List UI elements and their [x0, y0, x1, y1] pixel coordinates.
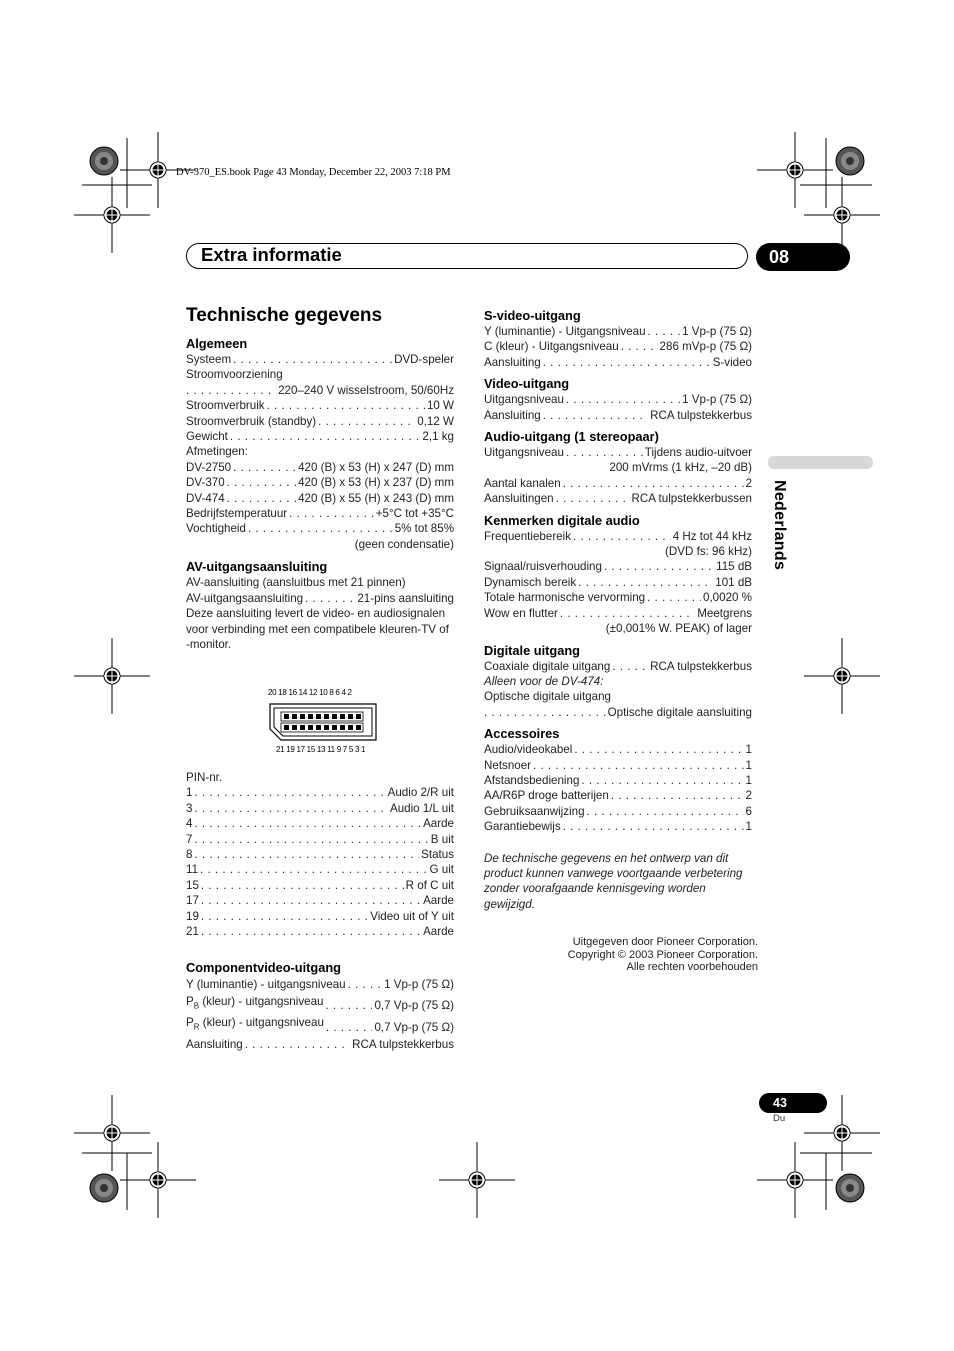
spec-note: (±0,001% W. PEAK) of lager: [605, 622, 752, 636]
spec-row: Frequentiebereik . . . 4 Hz tot 44 kHz: [484, 529, 752, 544]
spec-row: Aansluiting . . . RCA tulpstekkerbus: [186, 1036, 454, 1053]
copyright-line: Copyright © 2003 Pioneer Corporation.: [567, 948, 758, 961]
registration-star-icon: [90, 147, 118, 175]
spec-row: . . . Optische digitale aansluiting: [484, 705, 752, 720]
disclaimer-note: De technische gegevens en het ontwerp van dit product kunnen vanwege voortgaande verbetering zonder voorafgaande kennisgeving worden gewijzigd.: [484, 851, 743, 911]
pin-row: 21 . . . Aarde: [186, 924, 454, 939]
accessory-row: Netsnoer . . . 1: [484, 758, 752, 773]
accessory-row: AA/R6P droge batterijen . . . 2: [484, 788, 752, 803]
pin-row: 3 . . . Audio 1/L uit: [186, 801, 454, 816]
spec-row: DV-370 . . . 420 (B) x 53 (H) x 237 (D) mm: [186, 475, 454, 490]
spec-label: Optische digitale uitgang: [484, 690, 611, 704]
spec-row: Totale harmonische vervorming . . . 0,0020 %: [484, 590, 752, 605]
spec-row: Bedrijfstemperatuur . . . +5°C tot +35°C: [186, 506, 454, 521]
section-component-video: [186, 960, 454, 1053]
pin-row: 4 . . . Aarde: [186, 816, 454, 831]
spec-row: Uitgangsniveau . . . Tijdens audio-uitvoer: [484, 445, 752, 460]
spec-label: Afmetingen:: [186, 445, 248, 459]
spec-row: Signaal/ruisverhouding . . . 115 dB: [484, 559, 752, 574]
connector-bottom-pins: 21 19 17 15 13 11 9 7 5 3 1: [276, 745, 366, 754]
section-title: S-video-uitgang: [484, 308, 581, 323]
page-title: Technische gegevens: [186, 305, 383, 326]
pin-row: 19 . . . Video uit of Y uit: [186, 909, 454, 924]
spec-row: Wow en flutter . . . Meetgrens: [484, 606, 752, 621]
spec-row: Stroomverbruik (standby) . . . 0,12 W: [186, 414, 454, 429]
pin-row: 7 . . . B uit: [186, 832, 454, 847]
spec-row: AV-uitgangsaansluiting . . . 21-pins aansluiting: [186, 591, 454, 606]
accessory-row: Audio/videokabel . . . 1: [484, 742, 752, 757]
pin-row: 1 . . . Audio 2/R uit: [186, 785, 454, 800]
spec-row: Y (luminantie) - uitgangsniveau . . . 1 Vp-p (75 Ω): [186, 976, 454, 993]
spec-row: C (kleur) - Uitgangsniveau . . . 286 mVp-p (75 Ω): [484, 339, 752, 354]
accessory-row: Garantiebewijs . . . 1: [484, 819, 752, 834]
spec-note: 200 mVrms (1 kHz, –20 dB): [609, 461, 752, 475]
spec-note: (DVD fs: 96 kHz): [665, 545, 752, 559]
section-title: Componentvideo-uitgang: [186, 960, 341, 975]
spec-row: DV-474 . . . 420 (B) x 55 (H) x 243 (D) mm: [186, 491, 454, 506]
section-title: Audio-uitgang (1 stereopaar): [484, 429, 659, 445]
book-info-line: DV-370_ES.book Page 43 Monday, December 22, 2003 7:18 PM: [176, 167, 451, 178]
spec-row: Aantal kanalen . . . 2: [484, 476, 752, 491]
scart-connector-diagram: [269, 703, 377, 741]
spec-note: (geen condensatie): [354, 537, 454, 551]
spec-row: Gewicht . . . 2,1 kg: [186, 429, 454, 444]
pin-list: [186, 770, 454, 939]
spec-row: Aansluiting . . . S-video: [484, 355, 752, 370]
language-tab: [768, 456, 873, 469]
pin-row: 8 . . . Status: [186, 847, 454, 862]
page-number: 43: [759, 1093, 827, 1113]
av-description: Deze aansluiting levert de video- en audiosignalen voor verbinding met een compatibele kleuren-TV of -monitor.: [186, 607, 449, 651]
publisher-line: Uitgegeven door Pioneer Corporation.: [572, 936, 758, 948]
pin-row: 11 . . . G uit: [186, 862, 454, 877]
section-general: [186, 336, 454, 652]
spec-row: Systeem . . . DVD-speler: [186, 352, 454, 367]
section-title: Accessoires: [484, 726, 560, 742]
section-title: Algemeen: [186, 336, 248, 351]
spec-note: Alleen voor de DV-474:: [484, 674, 604, 688]
spec-row: Uitgangsniveau . . . 1 Vp-p (75 Ω): [484, 392, 752, 407]
section-title: Kenmerken digitale audio: [484, 512, 640, 528]
spec-row: DV-2750 . . . 420 (B) x 53 (H) x 247 (D) mm: [186, 460, 454, 475]
spec-row: Dynamisch bereik . . . 101 dB: [484, 575, 752, 590]
pin-row: 17 . . . Aarde: [186, 893, 454, 908]
section-title: Video-uitgang: [484, 376, 570, 392]
spec-row: Vochtigheid . . . 5% tot 85%: [186, 521, 454, 536]
spec-row: Coaxiale digitale uitgang . . . RCA tulpstekkerbus: [484, 659, 752, 674]
connector-top-pins: 20 18 16 14 12 10 8 6 4 2: [268, 688, 352, 697]
spec-label: Stroomvoorziening: [186, 368, 283, 382]
spec-row: . . . 220–240 V wisselstroom, 50/60Hz: [186, 383, 454, 398]
accessory-row: Afstandsbediening . . . 1: [484, 773, 752, 788]
right-column: [484, 308, 752, 912]
publisher-info: [520, 936, 758, 974]
section-title: Digitale uitgang: [484, 642, 580, 658]
spec-row: $P_R$ (kleur) - uitgangsniveau . . . 0,7 Vp-p (75 Ω): [186, 1014, 454, 1035]
spec-row: Y (luminantie) - Uitgangsniveau . . . 1 Vp-p (75 Ω): [484, 324, 752, 339]
spec-row: $P_B$ (kleur) - uitgangsniveau . . . 0,7 Vp-p (75 Ω): [186, 993, 454, 1014]
language-label: Nederlands: [771, 480, 788, 571]
spec-row: Stroomverbruik . . . 10 W: [186, 398, 454, 413]
spec-row: Aansluitingen . . . RCA tulpstekkerbussen: [484, 491, 752, 506]
spec-row: Aansluiting . . . RCA tulpstekkerbus: [484, 408, 752, 423]
accessory-row: Gebruiksaanwijzing . . . 6: [484, 804, 752, 819]
chapter-badge: 08: [756, 243, 850, 271]
pin-header: PIN-nr.: [186, 771, 223, 784]
rights-line: Alle rechten voorbehouden: [626, 961, 758, 973]
header-title: Extra informatie: [201, 244, 342, 265]
page-language: Du: [773, 1113, 786, 1124]
section-title: AV-uitgangsaansluiting: [186, 559, 328, 575]
spec-label: AV-aansluiting (aansluitbus met 21 pinnen): [186, 576, 406, 590]
pin-row: 15 . . . R of C uit: [186, 878, 454, 893]
